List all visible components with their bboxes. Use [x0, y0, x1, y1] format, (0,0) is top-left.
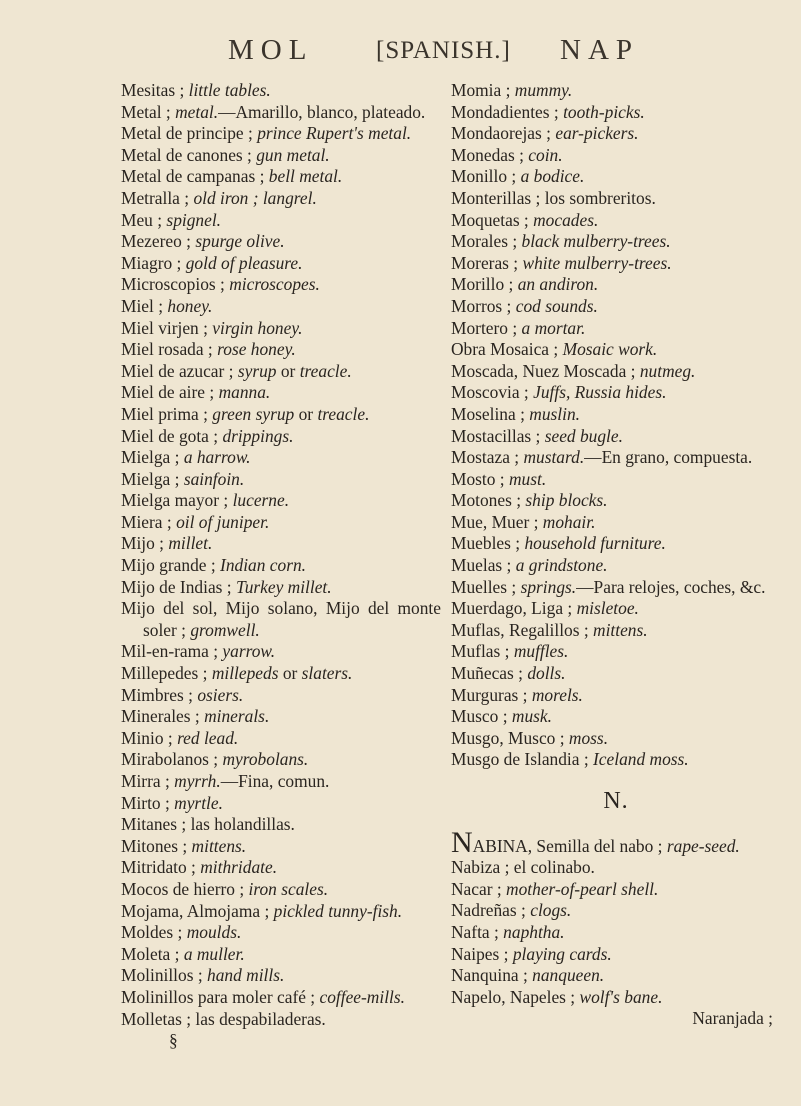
spanish-term: Obra Mosaica ; — [451, 339, 559, 360]
note-text: or — [276, 360, 300, 381]
n-section-entries — [451, 825, 781, 1009]
dictionary-entry — [451, 145, 781, 167]
note-text: or — [278, 663, 302, 684]
english-term: gromwell. — [190, 619, 260, 640]
dictionary-entry — [451, 426, 781, 448]
english-term: green syrup — [212, 403, 295, 424]
dictionary-entry — [121, 382, 441, 404]
header-left: MOL — [228, 34, 314, 66]
spanish-term: Meu ; — [121, 209, 163, 230]
english-term: a bodice. — [520, 166, 585, 187]
spanish-term: Napelo, Napeles ; — [451, 986, 576, 1007]
english-term-alt: treacle. — [317, 403, 370, 424]
spanish-term: Mijo del sol, Mijo solano, Mijo del monte soler ; — [121, 598, 441, 640]
english-term: mother-of-pearl shell. — [506, 878, 659, 899]
english-term: musk. — [511, 706, 552, 727]
spanish-term: Morales ; — [451, 231, 518, 252]
dictionary-entry — [121, 814, 441, 836]
note-text: or — [294, 403, 318, 424]
spanish-term: Mostacillas ; — [451, 425, 541, 446]
dictionary-entry — [121, 663, 441, 685]
dictionary-entry — [121, 901, 441, 923]
english-term: morels. — [531, 684, 583, 705]
spanish-term: Molinillos para moler café ; — [121, 986, 316, 1007]
english-term: pickled tunny-fish. — [273, 900, 403, 921]
dictionary-entry — [451, 512, 781, 534]
english-term: coffee-mills. — [319, 986, 405, 1007]
right-column — [451, 80, 781, 1030]
dictionary-entry — [451, 166, 781, 188]
spanish-term: Metralla ; — [121, 187, 190, 208]
spanish-term: Moldes ; — [121, 922, 183, 943]
spanish-term: Mezereo ; — [121, 231, 192, 252]
spanish-term: Mijo de Indias ; — [121, 576, 232, 597]
dictionary-entry — [121, 836, 441, 858]
dictionary-entry — [121, 857, 441, 879]
dictionary-entry — [121, 533, 441, 555]
spanish-term: Miel prima ; — [121, 403, 208, 424]
english-term: tooth-picks. — [563, 101, 645, 122]
drop-initial: N — [451, 825, 473, 859]
spanish-term: Naipes ; — [451, 943, 509, 964]
dictionary-entry — [451, 706, 781, 728]
spanish-term: Miel de gota ; — [121, 425, 219, 446]
dictionary-entry — [121, 555, 441, 577]
english-term: gun metal. — [256, 144, 330, 165]
spanish-term: Mirto ; — [121, 792, 170, 813]
dictionary-entry — [121, 922, 441, 944]
dictionary-entry — [121, 793, 441, 815]
english-term: manna. — [218, 382, 271, 403]
english-term: mittens. — [191, 835, 247, 856]
english-term: little tables. — [188, 80, 271, 100]
english-term: oil of juniper. — [176, 511, 270, 532]
english-term: spurge olive. — [195, 231, 285, 252]
dictionary-entry — [121, 296, 441, 318]
dictionary-entry — [451, 490, 781, 512]
dictionary-entry — [451, 210, 781, 232]
dictionary-entry — [121, 231, 441, 253]
spanish-term: Mirra ; — [121, 771, 170, 791]
spanish-term: Musgo, Musco ; — [451, 727, 565, 748]
english-term: syrup — [237, 360, 277, 381]
dictionary-entry — [121, 879, 441, 901]
english-term: an andiron. — [517, 274, 599, 295]
english-term: nutmeg. — [639, 360, 696, 381]
spanish-term: Morros ; — [451, 295, 512, 316]
dictionary-entry — [121, 166, 441, 188]
spanish-term: Metal de canones ; — [121, 144, 252, 165]
english-term: microscopes. — [229, 274, 320, 295]
english-term: yarrow. — [222, 641, 276, 662]
dictionary-entry — [451, 749, 781, 771]
english-term: household furniture. — [524, 533, 666, 554]
spanish-term: Nanquina ; — [451, 965, 528, 986]
spanish-term: Mitridato ; — [121, 857, 196, 878]
dictionary-entry — [451, 274, 781, 296]
english-term: minerals. — [204, 706, 270, 727]
english-term: ship blocks. — [525, 490, 608, 511]
spanish-term: Metal de campanas ; — [121, 166, 265, 187]
english-term: Iceland moss. — [593, 749, 689, 770]
dictionary-entry — [121, 728, 441, 750]
dictionary-entry — [451, 987, 781, 1009]
spanish-term: Miera ; — [121, 511, 172, 532]
dictionary-entry — [121, 210, 441, 232]
spanish-term: Muflas, Regalillos ; — [451, 619, 589, 640]
english-term: coin. — [528, 144, 563, 165]
dictionary-entry — [451, 102, 781, 124]
dictionary-entry — [451, 879, 781, 901]
dictionary-entry — [451, 469, 781, 491]
english-term: drippings. — [222, 425, 294, 446]
dictionary-entry — [121, 490, 441, 512]
dictionary-entry — [451, 641, 781, 663]
english-term: a harrow. — [183, 447, 251, 468]
spanish-term: Mielga ; — [121, 468, 180, 489]
spanish-term: Moscada, Nuez Moscada ; — [451, 360, 636, 381]
dictionary-entry — [121, 339, 441, 361]
dictionary-entry — [451, 188, 781, 210]
dictionary-entry — [451, 123, 781, 145]
english-term: wolf's bane. — [579, 986, 663, 1007]
english-term: prince Rupert's metal. — [257, 123, 412, 144]
running-header — [0, 34, 801, 74]
english-term: myrrh. — [174, 771, 221, 791]
english-term: rape-seed. — [666, 835, 740, 856]
right-column-entries — [451, 80, 781, 771]
spanish-term: Mirabolanos ; — [121, 749, 219, 770]
dictionary-entry — [121, 512, 441, 534]
dictionary-entry — [121, 404, 441, 426]
dictionary-entry — [121, 1009, 441, 1031]
spanish-term: Moscovia ; — [451, 382, 529, 403]
dictionary-entry — [451, 80, 781, 102]
note-text: —Fina, comun. — [220, 771, 330, 791]
english-term: mittens. — [593, 619, 648, 640]
dictionary-entry — [121, 102, 441, 124]
spanish-term: Mijo grande ; — [121, 555, 216, 576]
spanish-term: Muerdago, Liga ; — [451, 598, 573, 619]
english-term: mohair. — [542, 511, 596, 532]
section-heading: N. — [603, 788, 629, 814]
spanish-term: Mondaorejas ; — [451, 123, 551, 144]
spanish-term: Musgo de Islandia ; — [451, 749, 589, 770]
note-text: —Para relojes, coches, &c. — [576, 576, 766, 597]
dictionary-entry — [121, 274, 441, 296]
spanish-term: Nadreñas ; — [451, 900, 526, 921]
dictionary-entry — [451, 555, 781, 577]
dictionary-entry — [451, 231, 781, 253]
dictionary-entry — [451, 728, 781, 750]
spanish-term: Mielga mayor ; — [121, 490, 229, 511]
dictionary-entry — [451, 620, 781, 642]
english-term-alt: treacle. — [299, 360, 352, 381]
spanish-term: Mitanes ; — [121, 814, 187, 835]
dictionary-entry — [121, 426, 441, 448]
spanish-term: Minio ; — [121, 727, 173, 748]
english-term: rose honey. — [217, 339, 296, 360]
english-term: must. — [509, 468, 547, 489]
dictionary-entry — [121, 318, 441, 340]
spanish-term: Miel de aire ; — [121, 382, 215, 403]
dictionary-entry — [451, 685, 781, 707]
spanish-term: Monillo ; — [451, 166, 517, 187]
dictionary-entry — [121, 598, 441, 641]
note-text: las despabiladeras. — [195, 1008, 326, 1029]
english-term: spignel. — [166, 209, 222, 230]
spanish-term: Moleta ; — [121, 943, 180, 964]
dictionary-entry — [451, 296, 781, 318]
english-term: a muller. — [183, 943, 245, 964]
english-term: gold of pleasure. — [185, 252, 303, 273]
english-term: millepeds — [211, 663, 279, 684]
english-term: black mulberry-trees. — [521, 231, 671, 252]
english-term: honey. — [167, 295, 213, 316]
english-term: muffles. — [513, 641, 569, 662]
dictionary-entry — [451, 598, 781, 620]
spanish-term: Metal ; — [121, 101, 171, 122]
english-term: bell metal. — [268, 166, 343, 187]
english-term: nanqueen. — [532, 965, 605, 986]
english-term: seed bugle. — [544, 425, 623, 446]
english-term: old iron ; langrel. — [193, 187, 317, 208]
left-column — [121, 80, 441, 1052]
spanish-term: Muebles ; — [451, 533, 521, 554]
english-term: millet. — [168, 533, 213, 554]
dictionary-entry — [121, 145, 441, 167]
english-term: clogs. — [530, 900, 572, 921]
header-right: NAP — [560, 34, 640, 66]
dictionary-entry — [121, 447, 441, 469]
dictionary-entry — [121, 771, 441, 793]
spanish-term: Molletas ; — [121, 1008, 192, 1029]
spanish-term: Monedas ; — [451, 144, 524, 165]
english-term: cod sounds. — [515, 295, 598, 316]
spanish-term: Morillo ; — [451, 274, 514, 295]
english-term: ear-pickers. — [555, 123, 639, 144]
english-term: playing cards. — [512, 943, 612, 964]
english-term: Mosaic work. — [562, 339, 658, 360]
spanish-term: Mielga ; — [121, 447, 180, 468]
dictionary-entry — [451, 318, 781, 340]
spanish-term: Motones ; — [451, 490, 522, 511]
english-term: springs. — [520, 576, 577, 597]
spanish-term: Mondadientes ; — [451, 101, 559, 122]
dictionary-entry — [121, 641, 441, 663]
right-catchword: Naranjada ; — [692, 1008, 773, 1029]
dictionary-entry — [121, 188, 441, 210]
spanish-term: Moselina ; — [451, 403, 525, 424]
spanish-term: Nacar ; — [451, 878, 502, 899]
dictionary-entry — [121, 80, 441, 102]
dictionary-entry — [451, 533, 781, 555]
spanish-term: Moreras ; — [451, 252, 519, 273]
spanish-term: Muflas ; — [451, 641, 510, 662]
english-term: osiers. — [197, 684, 244, 705]
note-text: el colinabo. — [513, 857, 595, 878]
dictionary-entry — [121, 123, 441, 145]
english-term: myrtle. — [174, 792, 223, 813]
dictionary-entry — [121, 577, 441, 599]
dictionary-entry — [121, 944, 441, 966]
spanish-term: Mil-en-rama ; — [121, 641, 219, 662]
spanish-term: Nafta ; — [451, 921, 499, 942]
spanish-term: Mitones ; — [121, 835, 188, 856]
english-term: myrobolans. — [222, 749, 309, 770]
dictionary-entry — [451, 965, 781, 987]
note-text: —Amarillo, blanco, plateado. — [218, 101, 426, 122]
header-center: [SPANISH.] — [376, 37, 511, 64]
dictionary-entry — [121, 685, 441, 707]
english-term: lucerne. — [232, 490, 290, 511]
english-term: mithridate. — [200, 857, 278, 878]
spanish-term: Miel ; — [121, 295, 164, 316]
dictionary-entry — [451, 361, 781, 383]
english-term: iron scales. — [248, 878, 329, 899]
english-term: muslin. — [529, 403, 580, 424]
spanish-term: Mijo ; — [121, 533, 165, 554]
spanish-term: Miel virjen ; — [121, 317, 208, 338]
english-term: hand mills. — [207, 965, 285, 986]
dictionary-entry — [451, 825, 781, 859]
dictionary-entry — [451, 577, 781, 599]
dictionary-entry — [121, 987, 441, 1009]
dictionary-entry — [121, 706, 441, 728]
dictionary-entry — [121, 361, 441, 383]
dictionary-entry — [451, 404, 781, 426]
dictionary-entry — [451, 339, 781, 361]
spanish-term: Mesitas ; — [121, 80, 185, 100]
dictionary-entry — [121, 965, 441, 987]
english-term: red lead. — [177, 727, 239, 748]
english-term: moulds. — [186, 922, 242, 943]
dictionary-entry — [451, 663, 781, 685]
dictionary-entry — [121, 253, 441, 275]
english-term: misletoe. — [576, 598, 639, 619]
dictionary-entry — [451, 857, 781, 879]
spanish-term: Minerales ; — [121, 706, 200, 727]
english-term: a grindstone. — [515, 555, 608, 576]
spanish-term: Mosto ; — [451, 468, 505, 489]
spanish-term: Muñecas ; — [451, 663, 523, 684]
spanish-term: Mortero ; — [451, 317, 518, 338]
dictionary-entry — [451, 253, 781, 275]
english-term: mustard. — [523, 447, 585, 468]
spanish-term: Nabiza ; — [451, 857, 510, 878]
dictionary-entry — [451, 900, 781, 922]
spanish-term: Muelles ; — [451, 576, 517, 597]
english-term: virgin honey. — [212, 317, 303, 338]
spanish-term: Millepedes ; — [121, 663, 208, 684]
english-term: metal. — [175, 101, 219, 122]
dictionary-entry — [451, 944, 781, 966]
spanish-term: Metal de principe ; — [121, 123, 253, 144]
english-term: moss. — [568, 727, 609, 748]
english-term: Indian corn. — [220, 555, 307, 576]
spanish-term: Murguras ; — [451, 684, 528, 705]
spanish-term: Miel rosada ; — [121, 339, 213, 360]
spanish-term: Muelas ; — [451, 555, 512, 576]
spanish-term: Moquetas ; — [451, 209, 529, 230]
english-term: Juffs, Russia hides. — [533, 382, 667, 403]
spanish-term: Mimbres ; — [121, 684, 193, 705]
dictionary-entry — [121, 749, 441, 771]
spanish-term: Miel de azucar ; — [121, 360, 234, 381]
dictionary-entry — [451, 447, 781, 469]
english-term: mocades. — [533, 209, 599, 230]
left-catchword: § — [169, 1030, 178, 1051]
english-term: a mortar. — [521, 317, 586, 338]
english-term: mummy. — [514, 80, 573, 100]
english-term: sainfoin. — [183, 468, 245, 489]
spanish-term: Mostaza ; — [451, 447, 520, 468]
english-term: naphtha. — [503, 921, 565, 942]
spanish-term: Mojama, Almojama ; — [121, 900, 270, 921]
english-term: dolls. — [527, 663, 566, 684]
english-term: white mulberry-trees. — [522, 252, 672, 273]
english-term: Turkey millet. — [235, 576, 332, 597]
spanish-term: Molinillos ; — [121, 965, 203, 986]
note-text: los sombreritos. — [544, 187, 656, 208]
spanish-term: Momia ; — [451, 80, 511, 100]
spanish-term: ABINA, Semilla del nabo ; — [472, 835, 663, 856]
dictionary-entry — [451, 922, 781, 944]
spanish-term: Miagro ; — [121, 252, 182, 273]
spanish-term: Microscopios ; — [121, 274, 225, 295]
dictionary-entry — [451, 382, 781, 404]
spanish-term: Musco ; — [451, 706, 508, 727]
english-term-alt: slaters. — [301, 663, 353, 684]
spanish-term: Mocos de hierro ; — [121, 878, 245, 899]
note-text: las holandillas. — [190, 814, 295, 835]
spanish-term: Mue, Muer ; — [451, 511, 539, 532]
spanish-term: Monterillas ; — [451, 187, 541, 208]
dictionary-entry — [121, 469, 441, 491]
note-text: —En grano, compuesta. — [584, 447, 753, 468]
